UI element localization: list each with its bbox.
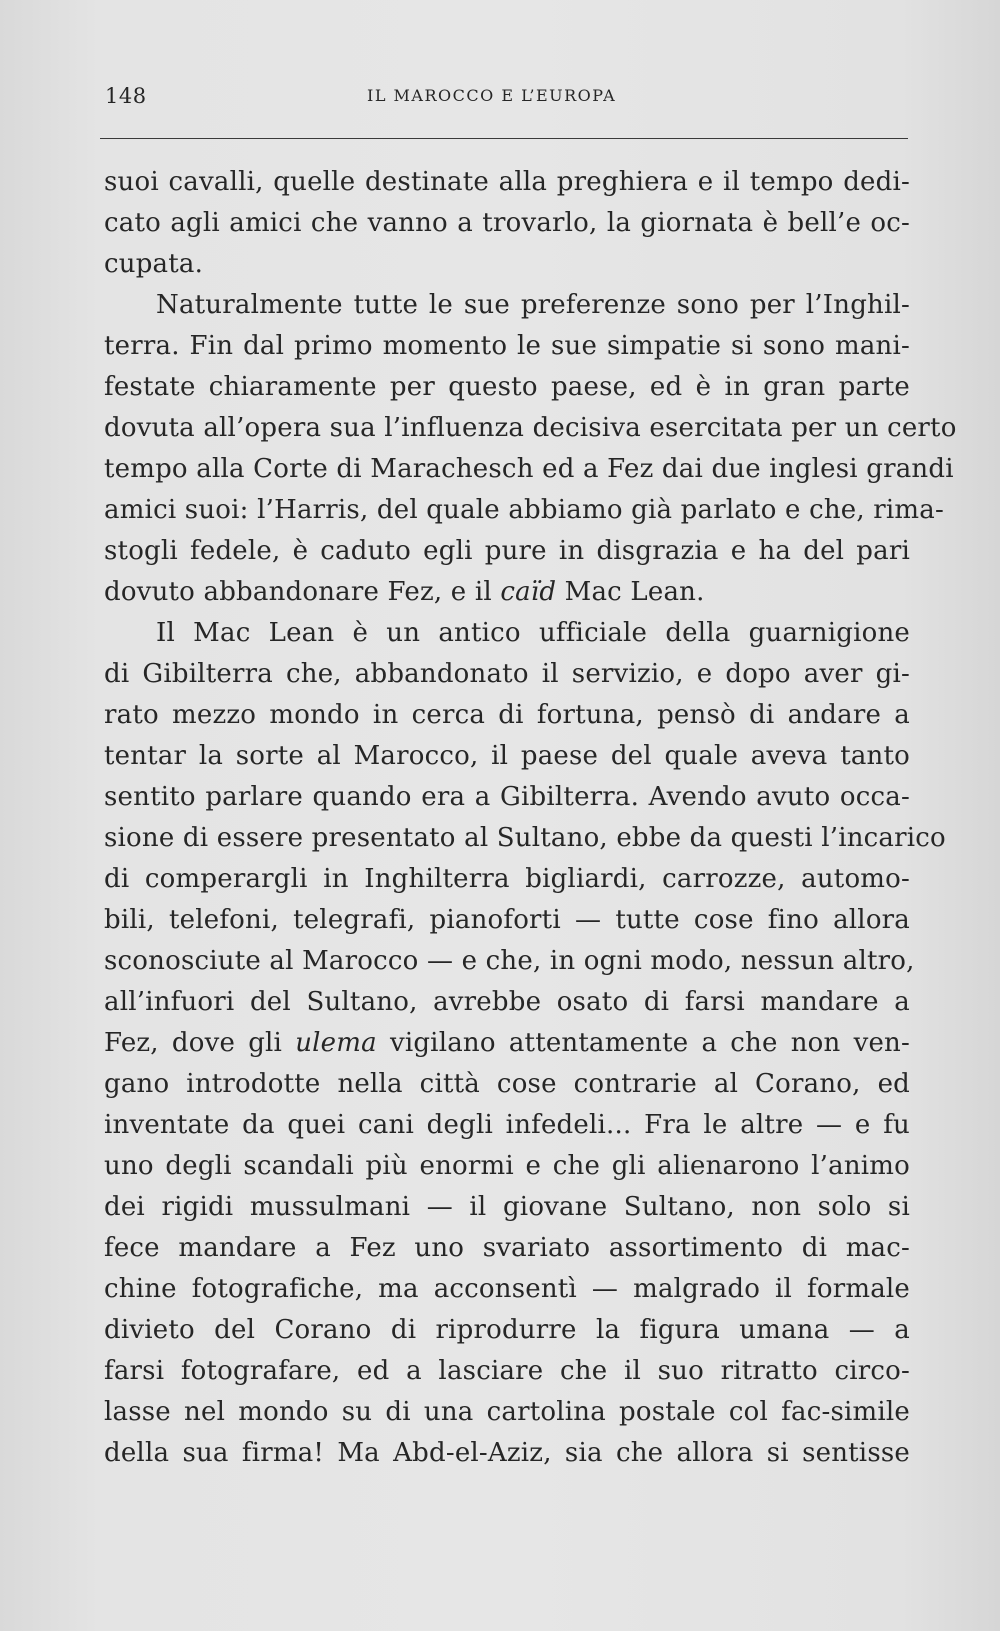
text-line: cupata. <box>104 249 204 279</box>
text-line: della sua firma! Ma Abd-el-Aziz, sia che allora si sentisse <box>104 1438 910 1468</box>
text-line: dei rigidi mussulmani — il giovane Sultano, non solo si <box>104 1192 910 1222</box>
text-line: chine fotografiche, ma acconsentì — malgrado il formale <box>104 1274 910 1304</box>
body-text <box>104 162 957 1474</box>
text-segment: Fez, dove gli <box>104 1028 296 1058</box>
text-line: bili, telefoni, telegrafi, pianoforti — tutte cose fino allora <box>104 905 910 935</box>
text-line: stogli fedele, è caduto egli pure in disgrazia e ha del pari <box>104 536 910 566</box>
text-line: di comperargli in Inghilterra bigliardi, carrozze, automo- <box>104 864 910 894</box>
header-rule <box>100 138 908 139</box>
text-line: cato agli amici che vanno a trovarlo, la giornata è bell’e oc- <box>104 208 910 238</box>
text-line <box>104 1023 910 1064</box>
text-line: terra. Fin dal primo momento le sue simpatie si sono mani- <box>104 331 910 361</box>
paragraph-start-line: Il Mac Lean è un antico ufficiale della guarnigione <box>156 618 910 648</box>
text-line: all’infuori del Sultano, avrebbe osato di farsi mandare a <box>104 987 910 1017</box>
text-line: dovuta all’opera sua l’influenza decisiva esercitata per un certo <box>104 413 957 443</box>
text-line: suoi cavalli, quelle destinate alla preghiera e il tempo dedi- <box>104 167 910 197</box>
text-line: festate chiaramente per questo paese, ed è in gran parte <box>104 372 910 402</box>
text-segment: vigilano attentamente a che non ven- <box>376 1028 910 1058</box>
text-line: tentar la sorte al Marocco, il paese del quale aveva tanto <box>104 741 910 771</box>
running-title: IL MAROCCO E L’EUROPA <box>367 86 617 105</box>
text-segment: Mac Lean. <box>556 577 705 607</box>
paragraph-start-line: Naturalmente tutte le sue preferenze sono per l’Inghil- <box>156 290 910 320</box>
text-line: sconosciute al Marocco — e che, in ogni modo, nessun altro, <box>104 946 915 976</box>
text-line: sione di essere presentato al Sultano, ebbe da questi l’incarico <box>104 823 946 853</box>
text-line: lasse nel mondo su di una cartolina postale col fac-simile <box>104 1397 910 1427</box>
page-number: 148 <box>105 84 147 108</box>
text-line: sentito parlare quando era a Gibilterra. Avendo avuto occa- <box>104 782 910 812</box>
text-line: inventate da quei cani degli infedeli... Fra le altre — e fu <box>104 1110 910 1140</box>
text-line: gano introdotte nella città cose contrarie al Corano, ed <box>104 1069 910 1099</box>
text-line: amici suoi: l’Harris, del quale abbiamo già parlato e che, rima- <box>104 495 944 525</box>
text-line <box>104 572 910 613</box>
text-line: rato mezzo mondo in cerca di fortuna, pensò di andare a <box>104 700 910 730</box>
text-segment: dovuto abbandonare Fez, e il <box>104 577 501 607</box>
italic-term: ulema <box>295 1028 377 1058</box>
text-line: uno degli scandali più enormi e che gli alienarono l’animo <box>104 1151 910 1181</box>
text-line: di Gibilterra che, abbandonato il servizio, e dopo aver gi- <box>104 659 910 689</box>
italic-term: caïd <box>500 577 557 607</box>
page-header <box>105 84 905 114</box>
text-line: farsi fotografare, ed a lasciare che il suo ritratto circo- <box>104 1356 910 1386</box>
text-line: tempo alla Corte di Marachesch ed a Fez dai due inglesi grandi <box>104 454 954 484</box>
text-line: divieto del Corano di riprodurre la figura umana — a <box>104 1315 910 1345</box>
text-line: fece mandare a Fez uno svariato assortimento di mac- <box>104 1233 910 1263</box>
